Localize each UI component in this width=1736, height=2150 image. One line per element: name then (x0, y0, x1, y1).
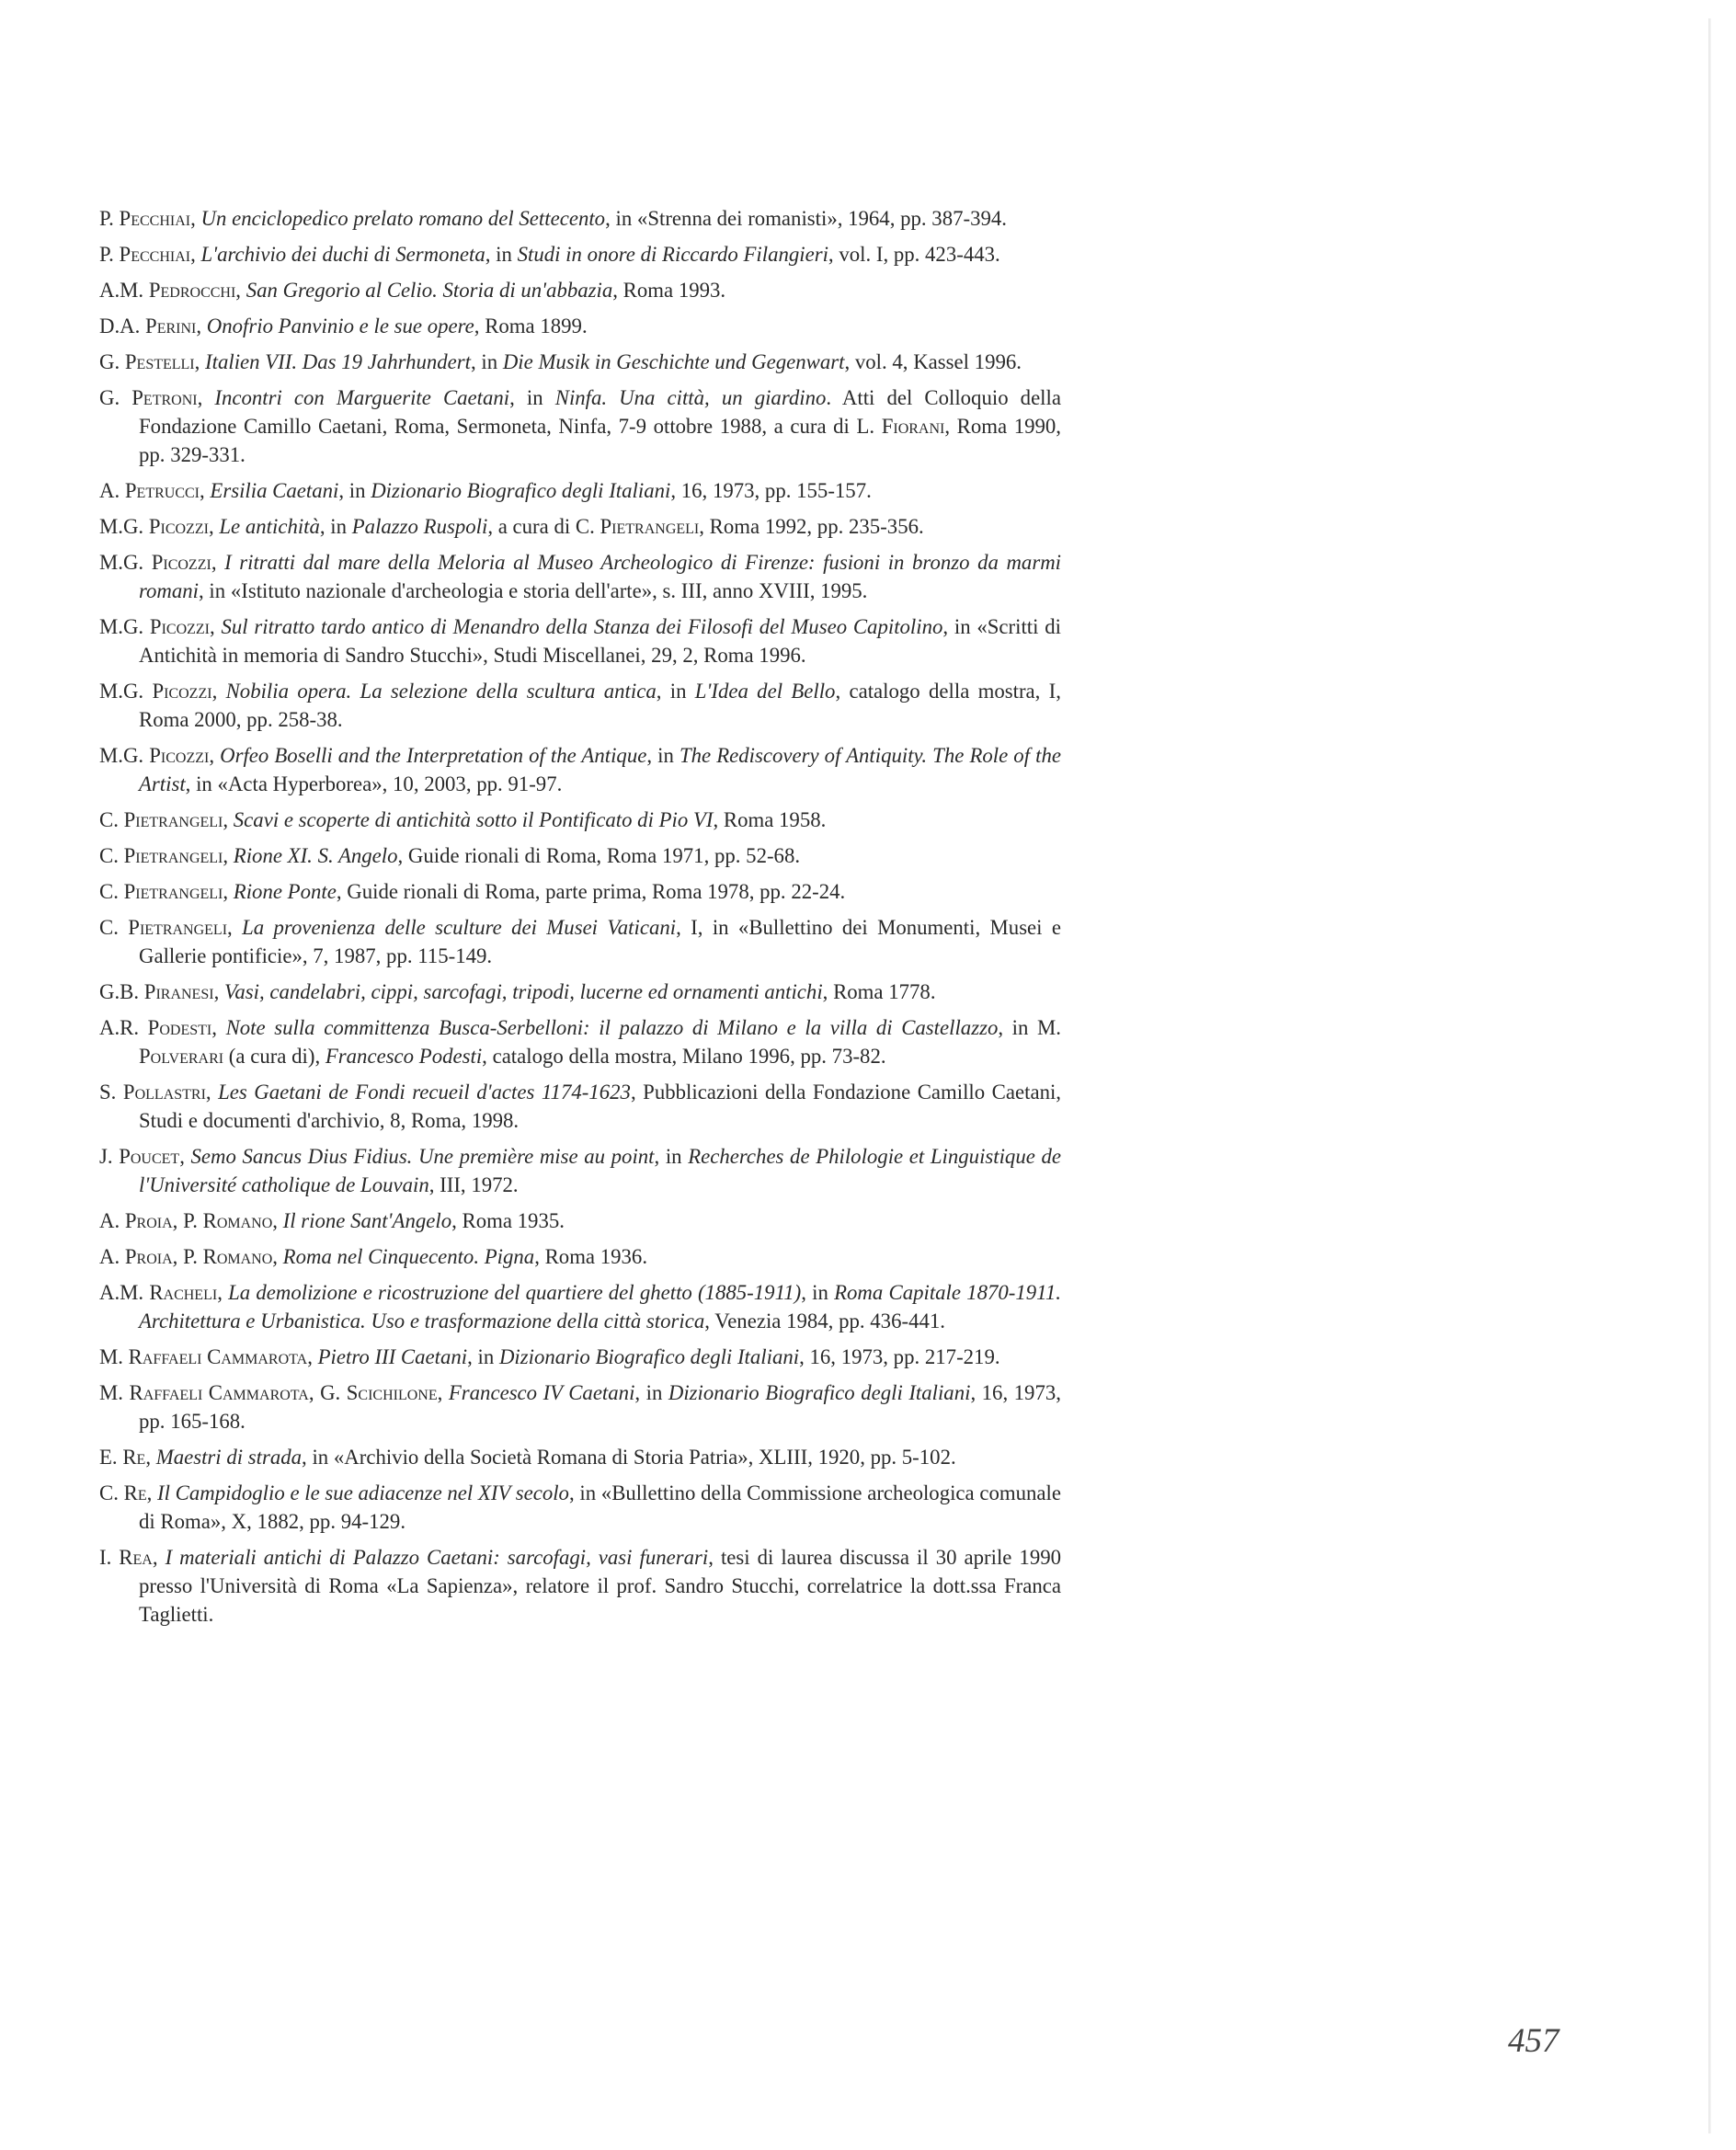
bibliography-entry (99, 1242, 1061, 1271)
entry-text: , in (646, 744, 680, 767)
entry-text: , Pubblicazioni della Fondazione Camillo Caetani, Studi e documenti d'archivio, 8, Roma, 1998. (139, 1081, 1061, 1132)
entry-title: Rione XI. S. Angelo (233, 844, 398, 867)
entry-text: , in (467, 1345, 499, 1368)
entry-title: I ritratti dal mare della Meloria al Museo Archeologico di Firenze: fusioni in bronzo da marmi romani (139, 551, 1061, 602)
entry-author: M.G. Picozzi (99, 615, 211, 638)
entry-text: , (272, 1209, 283, 1232)
entry-text: , in «Bullettino della Commissione archeologica comunale di Roma», X, 1882, pp. 94-129. (139, 1481, 1061, 1533)
entry-text: , vol. I, pp. 423-443. (828, 243, 1000, 266)
entry-author: L. Fiorani (856, 415, 945, 438)
entry-author: C. Pietrangeli (99, 808, 223, 831)
entry-text: , (152, 1546, 166, 1569)
entry-text: , III, 1972. (428, 1173, 519, 1196)
entry-text: , Roma 1778. (822, 980, 936, 1003)
entry-author: P. Romano (183, 1209, 273, 1232)
entry-text: , (307, 1345, 318, 1368)
entry-text: , (210, 615, 222, 638)
bibliography-entry (99, 677, 1061, 734)
entry-text: , Roma 1899. (474, 314, 588, 337)
entry-text: , in (634, 1381, 668, 1404)
entry-author: A.M. Racheli (99, 1281, 218, 1304)
entry-title: Incontri con Marguerite Caetani (214, 386, 510, 409)
entry-title: L'Idea del Bello (694, 680, 836, 703)
entry-text: , catalogo della mostra, Milano 1996, pp. 73-82. (482, 1045, 886, 1068)
entry-author: M.G. Picozzi (99, 680, 212, 703)
entry-author: E. Re (99, 1446, 146, 1469)
entry-title: La provenienza delle sculture dei Musei Vaticani (242, 916, 677, 939)
entry-author: A. Proia (99, 1209, 173, 1232)
bibliography-entry (99, 1479, 1061, 1536)
entry-text: , Guide rionali di Roma, Roma 1971, pp. 52-68. (397, 844, 801, 867)
entry-text: , in «Acta Hyperborea», 10, 2003, pp. 91-97. (185, 772, 563, 795)
bibliography-entry (99, 476, 1061, 505)
entry-text: , in «Strenna dei romanisti», 1964, pp. 387-394. (605, 207, 1007, 230)
entry-text: , catalogo della mostra, I, Roma 2000, pp. 258-38. (139, 680, 1061, 731)
entry-title: Semo Sancus Dius Fidius. Une première mise au point (190, 1145, 655, 1168)
entry-text: , (190, 207, 201, 230)
entry-author: M. Polverari (139, 1016, 1061, 1068)
entry-author: C. Pietrangeli (99, 844, 223, 867)
entry-title: The Rediscovery of Antiquity. The Role of the Artist (139, 744, 1061, 795)
entry-title: Dizionario Biografico degli Italiani (371, 479, 671, 502)
entry-author: A.M. Pedrocchi (99, 279, 236, 302)
entry-author: I. Rea (99, 1546, 153, 1569)
entry-text: , in «Scritti di Antichità in memoria di Sandro Stucchi», Studi Miscellanei, 29, 2, Roma 1996. (139, 615, 1061, 667)
entry-title: Dizionario Biografico degli Italiani (668, 1381, 971, 1404)
entry-text: , in (654, 1145, 689, 1168)
bibliography-entry (99, 383, 1061, 469)
entry-text: , (196, 314, 207, 337)
entry-author: C. Re (99, 1481, 147, 1504)
entry-text: , (190, 243, 201, 266)
page-spine-shadow (1708, 18, 1711, 2133)
entry-title: Orfeo Boselli and the Interpretation of the Antique (220, 744, 647, 767)
entry-text: , (223, 808, 234, 831)
entry-text: , (308, 1381, 321, 1404)
entry-text: , (209, 744, 221, 767)
entry-author: A. Petrucci (99, 479, 200, 502)
entry-text: , Roma 1958. (713, 808, 827, 831)
bibliography-entry (99, 612, 1061, 669)
entry-text: , Guide rionali di Roma, parte prima, Roma 1978, pp. 22-24. (336, 880, 846, 903)
entry-title: Vasi, candelabri, cippi, sarcofagi, tripodi, lucerne ed ornamenti antichi (223, 980, 823, 1003)
entry-text: (a cura di), (223, 1045, 326, 1068)
bibliography-entry (99, 240, 1061, 269)
entry-title: Le antichità (219, 515, 320, 538)
bibliography-list (99, 204, 1061, 1636)
entry-title: Un enciclopedico prelato romano del Settecento (200, 207, 606, 230)
entry-text: , (217, 1281, 229, 1304)
entry-author: C. Pietrangeli (99, 916, 228, 939)
entry-text: , I, in «Bullettino dei Monumenti, Musei e Gallerie pontificie», 7, 1987, pp. 115-149. (139, 916, 1061, 967)
bibliography-entry (99, 312, 1061, 340)
entry-text: , Roma 1936. (534, 1245, 648, 1268)
entry-text: , (437, 1381, 449, 1404)
bibliography-entry (99, 978, 1061, 1006)
bibliography-entry (99, 1278, 1061, 1335)
entry-text: , in (338, 479, 371, 502)
entry-title: Die Musik in Geschichte und Gegenwart (502, 350, 845, 373)
entry-title: Roma nel Cinquecento. Pigna (282, 1245, 535, 1268)
entry-author: M.G. Picozzi (99, 744, 210, 767)
entry-title: Dizionario Biografico degli Italiani (498, 1345, 800, 1368)
bibliography-entry (99, 1078, 1061, 1135)
entry-text: , in (319, 515, 352, 538)
entry-title: Note sulla committenza Busca-Serbelloni: il palazzo di Milano e la villa di Castellazzo (225, 1016, 999, 1039)
entry-title: Roma Capitale 1870-1911. Architettura e Urbanistica. Uso e trasformazione della città storica (139, 1281, 1061, 1332)
bibliography-entry (99, 348, 1061, 376)
entry-author: P. Romano (183, 1245, 273, 1268)
entry-author: A.R. Podesti (99, 1016, 212, 1039)
bibliography-entry (99, 913, 1061, 970)
entry-text: , in «Archivio della Società Romana di Storia Patria», XLIII, 1920, pp. 5-102. (302, 1446, 956, 1469)
entry-text: , (211, 1016, 226, 1039)
entry-text: , (194, 350, 206, 373)
entry-text: , (223, 844, 234, 867)
bibliography-entry (99, 1343, 1061, 1371)
entry-title: Italien VII. Das 19 Jahrhundert (205, 350, 471, 373)
bibliography-entry (99, 1378, 1061, 1435)
entry-text: , (200, 479, 211, 502)
entry-text: , (227, 916, 243, 939)
entry-title: Onofrio Panvinio e le sue opere (206, 314, 474, 337)
entry-title: Francesco IV Caetani (448, 1381, 635, 1404)
bibliography-entry (99, 1443, 1061, 1471)
entry-text: , in (998, 1016, 1038, 1039)
entry-text: , (205, 1081, 219, 1104)
entry-title: Sul ritratto tardo antico di Menandro della Stanza dei Filosofi del Museo Capitolino (221, 615, 943, 638)
entry-title: Rione Ponte (233, 880, 337, 903)
entry-text: , (272, 1245, 283, 1268)
entry-title: Nobilia opera. La selezione della scultura antica (225, 680, 657, 703)
entry-text: , (172, 1209, 184, 1232)
entry-author: G.B. Piranesi (99, 980, 214, 1003)
entry-title: Pietro III Caetani (317, 1345, 468, 1368)
bibliography-entry (99, 1013, 1061, 1070)
entry-text: , (208, 515, 220, 538)
entry-title: Recherches de Philologie et Linguistique de l'Université catholique de Louvain (139, 1145, 1061, 1196)
page-number: 457 (1508, 2022, 1559, 2060)
bibliography-entry (99, 1142, 1061, 1199)
entry-text: , tesi di laurea discussa il 30 aprile 1990 presso l'Università di Roma «La Sapienza», relatore il prof. Sandro Stucchi, correlatrice la dott.ssa Franca Taglietti. (139, 1546, 1062, 1626)
bibliography-entry (99, 512, 1061, 541)
entry-title: San Gregorio al Celio. Storia di un'abbazia (246, 279, 613, 302)
entry-author: S. Pollastri (99, 1081, 206, 1104)
entry-text: , in (485, 243, 518, 266)
entry-author: M.G. Picozzi (99, 515, 209, 538)
entry-author: J. Poucet (99, 1145, 180, 1168)
entry-text: , in (656, 680, 695, 703)
entry-author: M. Raffaeli Cammarota (99, 1345, 308, 1368)
entry-author: G. Scichilone (320, 1381, 438, 1404)
entry-text: . Atti del Colloquio della Fondazione Camillo Caetani, Roma, Sermoneta, Ninfa, 7-9 ottobre 1988, a cura di (139, 386, 1061, 438)
entry-title: Maestri di strada (155, 1446, 303, 1469)
entry-author: P. Pecchiai (99, 243, 191, 266)
entry-author: M.G. Picozzi (99, 551, 211, 574)
entry-text: , (211, 551, 225, 574)
entry-author: A. Proia (99, 1245, 173, 1268)
bibliography-entry (99, 1543, 1061, 1629)
entry-title: Scavi e scoperte di antichità sotto il Pontificato di Pio VI (233, 808, 714, 831)
entry-text: , in (509, 386, 555, 409)
entry-text: , a cura di (487, 515, 576, 538)
entry-title: Il Campidoglio e le sue adiacenze nel XIV secolo (157, 1481, 569, 1504)
entry-author: C. Pietrangeli (99, 880, 223, 903)
entry-text: , (197, 386, 215, 409)
entry-title: Ninfa. Una città, un giardino (554, 386, 827, 409)
bibliography-entry (99, 741, 1061, 798)
bibliography-entry (99, 1207, 1061, 1235)
entry-title: Palazzo Ruspoli (351, 515, 488, 538)
entry-text: , in «Istituto nazionale d'archeologia e storia dell'arte», s. III, anno XVIII, 1995. (199, 579, 868, 602)
bibliography-entry (99, 204, 1061, 233)
entry-title: Les Gaetani de Fondi recueil d'actes 1174-1623 (218, 1081, 631, 1104)
entry-author: P. Pecchiai (99, 207, 191, 230)
entry-title: Studi in onore di Riccardo Filangieri (517, 243, 828, 266)
entry-text: , (145, 1446, 156, 1469)
bibliography-entry (99, 548, 1061, 605)
entry-author: C. Pietrangeli (575, 515, 700, 538)
entry-text: , 16, 1973, pp. 165-168. (139, 1381, 1061, 1433)
entry-text: , in (801, 1281, 835, 1304)
bibliography-entry (99, 276, 1061, 304)
entry-author: D.A. Perini (99, 314, 197, 337)
bibliography-entry (99, 806, 1061, 834)
entry-text: , (172, 1245, 184, 1268)
entry-text: , (146, 1481, 158, 1504)
entry-title: La demolizione e ricostruzione del quartiere del ghetto (1885-1911) (228, 1281, 802, 1304)
entry-text: , (235, 279, 246, 302)
entry-title: Francesco Podesti (325, 1045, 483, 1068)
entry-text: , vol. 4, Kassel 1996. (844, 350, 1022, 373)
entry-text: , (213, 980, 224, 1003)
entry-text: , Roma 1993. (612, 279, 726, 302)
entry-text: , (179, 1145, 191, 1168)
entry-text: , 16, 1973, pp. 155-157. (670, 479, 872, 502)
entry-text: , Roma 1992, pp. 235-356. (699, 515, 924, 538)
entry-author: G. Petroni (99, 386, 198, 409)
entry-text: , 16, 1973, pp. 217-219. (799, 1345, 1000, 1368)
bibliography-entry (99, 877, 1061, 906)
entry-title: Ersilia Caetani (210, 479, 339, 502)
entry-text: , (223, 880, 234, 903)
entry-title: L'archivio dei duchi di Sermoneta (200, 243, 485, 266)
entry-text: , Roma 1935. (451, 1209, 565, 1232)
entry-text: , in (470, 350, 503, 373)
entry-text: , Venezia 1984, pp. 436-441. (704, 1309, 945, 1332)
entry-title: Il rione Sant'Angelo (282, 1209, 452, 1232)
entry-text: , Roma 1990, pp. 329-331. (139, 415, 1061, 466)
bibliography-entry (99, 841, 1061, 870)
entry-author: M. Raffaeli Cammarota (99, 1381, 309, 1404)
entry-title: I materiali antichi di Palazzo Caetani: sarcofagi, vasi funerari (165, 1546, 709, 1569)
entry-text: , (211, 680, 226, 703)
entry-author: G. Pestelli (99, 350, 195, 373)
